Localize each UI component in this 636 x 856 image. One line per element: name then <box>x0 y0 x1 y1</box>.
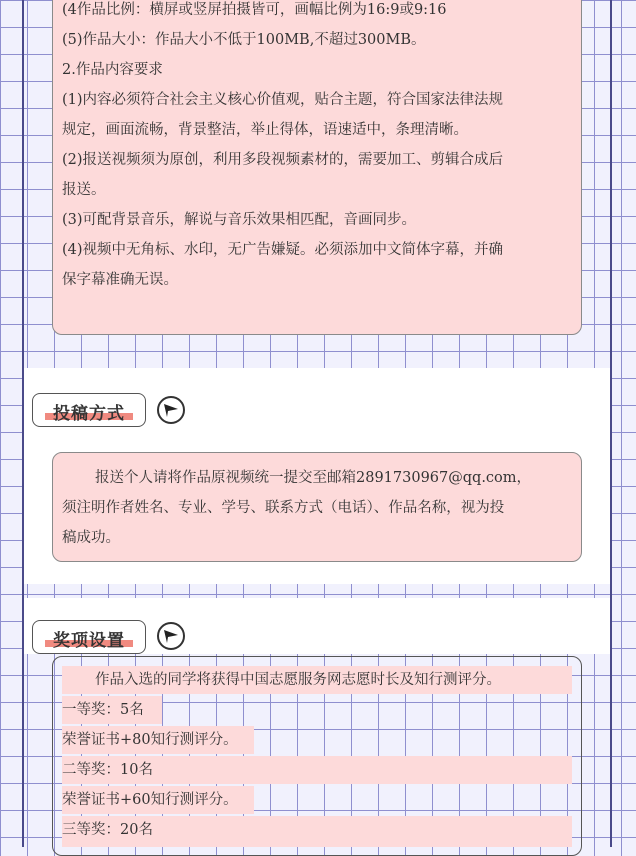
submission-header-text: 投稿方式 <box>53 404 125 424</box>
arrow-right-icon <box>157 622 185 650</box>
arrow-right-icon <box>157 396 185 424</box>
award-third: 三等奖：20名 <box>62 822 153 838</box>
submission-line-1: 报送个人请将作品原视频统一提交至邮箱2891730967@qq.com， <box>95 470 532 486</box>
award-second: 二等奖：10名 <box>62 762 153 778</box>
ratio-line: (4作品比例：横屏或竖屏拍摄皆可，画幅比例为16:9或9:16 <box>62 2 447 18</box>
content-item-1b: 规定，画面流畅，背景整洁，举止得体，语速适中，条理清晰。 <box>62 122 468 138</box>
award-first: 一等奖：5名 <box>62 702 144 718</box>
award-first-prize: 荣誉证书+80知行测评分。 <box>62 732 238 748</box>
content-item-2a: (2)报送视频须为原创，利用多段视频素材的，需要加工、剪辑合成后 <box>62 152 504 168</box>
submission-line-3: 稿成功。 <box>62 530 120 546</box>
award-second-prize: 荣誉证书+60知行测评分。 <box>62 792 238 808</box>
content-item-2b: 报送。 <box>62 182 106 198</box>
size-line: (5)作品大小：作品大小不低于100MB,不超过300MB。 <box>62 32 426 48</box>
content-title: 2.作品内容要求 <box>62 62 163 78</box>
submission-line-2: 须注明作者姓名、专业、学号、联系方式（电话）、作品名称，视为投 <box>62 500 505 516</box>
awards-header-text: 奖项设置 <box>53 631 125 651</box>
content-item-4a: (4)视频中无角标、水印，无广告嫌疑。必须添加中文简体字幕，并确 <box>62 242 504 258</box>
content-item-3: (3)可配背景音乐，解说与音乐效果相匹配，音画同步。 <box>62 212 417 228</box>
awards-header <box>32 620 146 654</box>
submission-header <box>32 393 146 427</box>
content-item-4b: 保字幕准确无误。 <box>62 272 178 288</box>
content-item-1a: (1)内容必须符合社会主义核心价值观，贴合主题，符合国家法律法规 <box>62 92 504 108</box>
awards-intro: 作品入选的同学将获得中国志愿服务网志愿时长及知行测评分。 <box>95 672 501 688</box>
